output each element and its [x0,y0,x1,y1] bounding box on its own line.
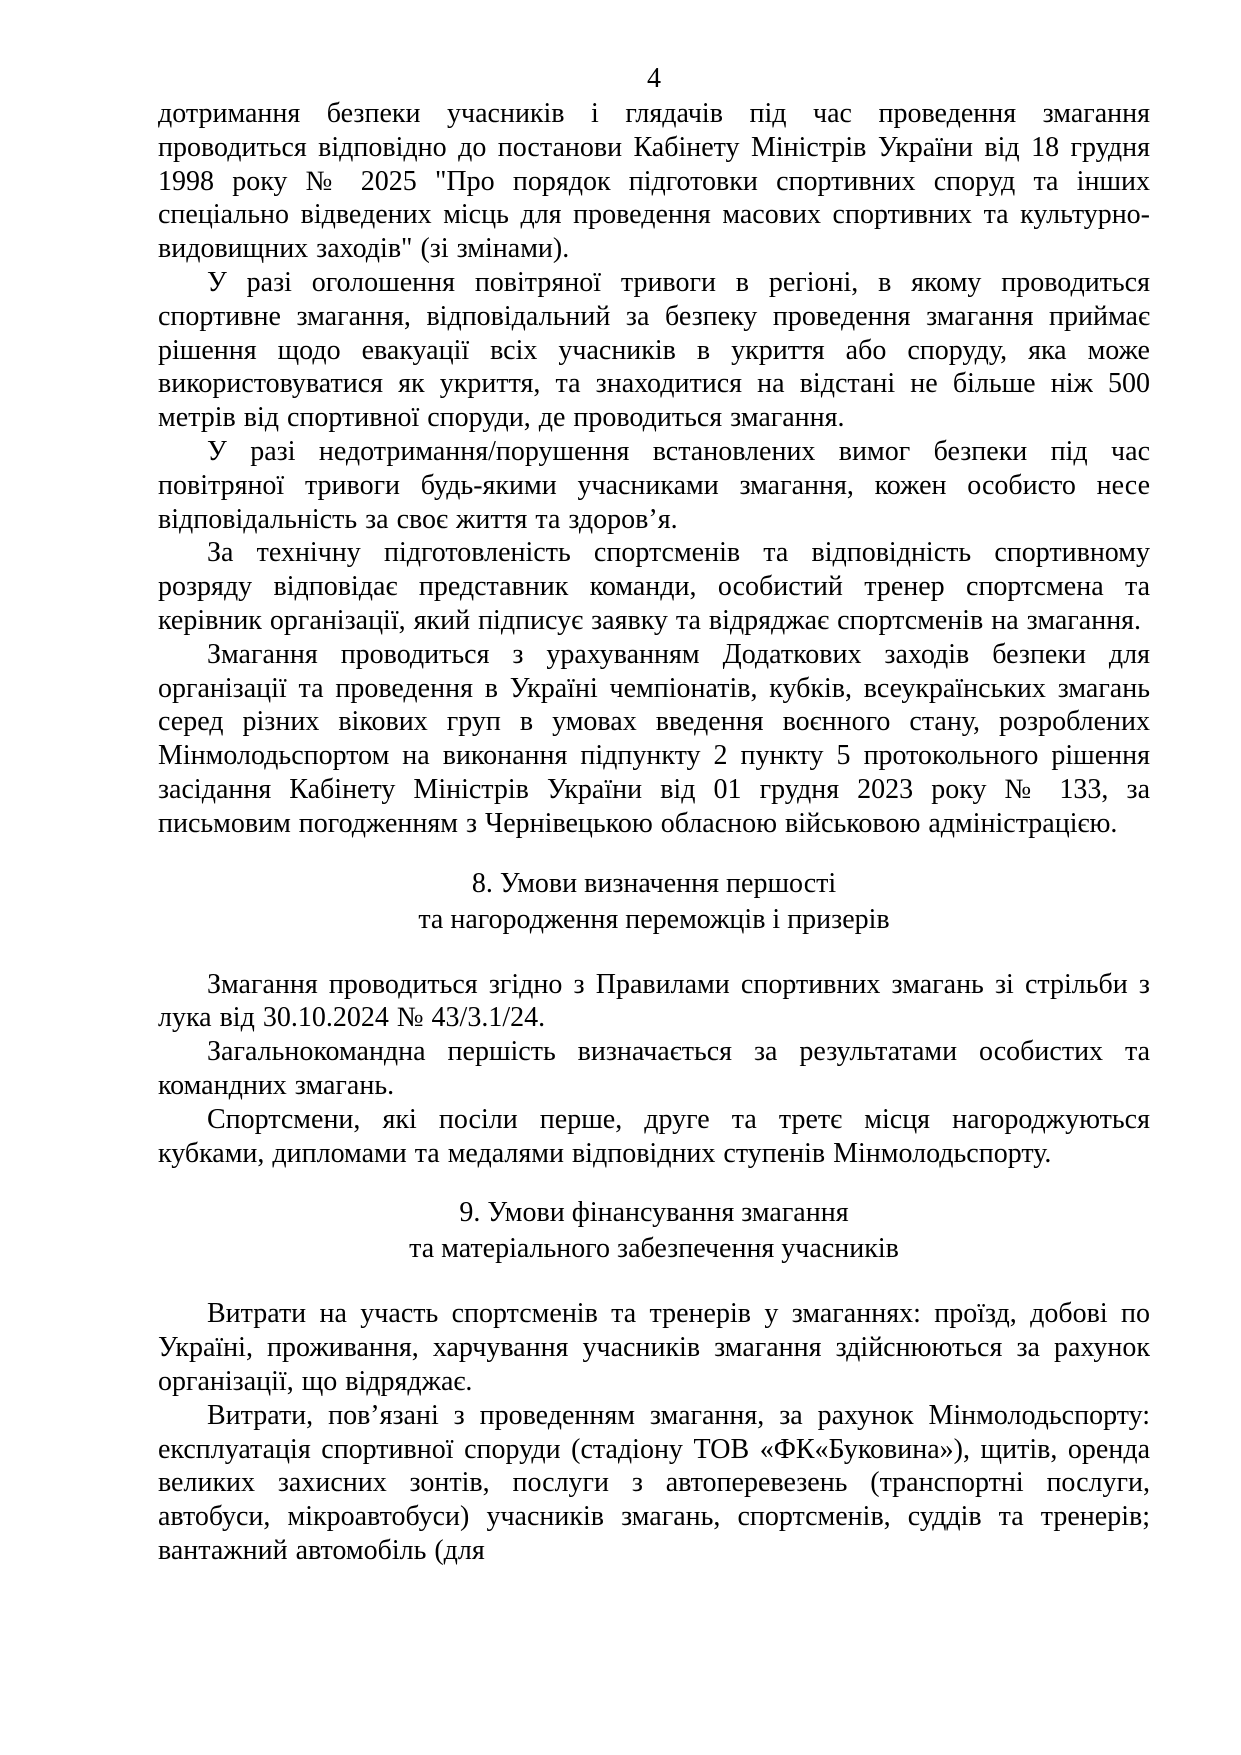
heading-line: та матеріального забезпечення учасників [409,1233,899,1265]
body-paragraph: Змагання проводиться згідно з Правилами спортивних змагань зі стрільби з лука від 30.10.2024 № 43/3.1/24. [158,968,1150,1034]
document-content [158,97,1150,1568]
body-paragraph: Спортсмени, які посіли перше, друге та третє місця нагороджуються кубками, дипломами та медалями відповідних ступенів Мінмолодьспорту. [158,1103,1150,1169]
heading-line: та нагородження переможців і призерів [418,903,890,935]
section-heading [158,866,1150,938]
page-number: 4 [647,63,661,94]
section-heading [158,1195,1150,1267]
body-paragraph: У разі оголошення повітряної тривоги в регіоні, в якому проводиться спортивне змагання, відповідальний за безпеку проведення змагання приймає рішення щодо евакуації всіх учасників в укриття або споруду, яка може використовуватися як укриття, та знаходитися на відстані не більше ніж 500 метрів від спортивної споруди, де проводиться змагання. [158,266,1150,434]
body-paragraph: За технічну підготовленість спортсменів та відповідність спортивному розряду відповідає представник команди, особистий тренер спортсмена та керівник організації, який підписує заявку та відряджає спортсменів на змагання. [158,537,1150,636]
heading-line: 8. Умови визначення першості [471,867,837,899]
body-paragraph: Змагання проводиться з урахуванням Додаткових заходів безпеки для організації та проведення в Україні чемпіонатів, кубків, всеукраїнських змагань серед різних вікових груп в умовах введення воєнного стану, розроблених Мінмолодьспортом на виконання підпункту 2 пункту 5 протокольного рішення засідання Кабінету Міністрів України від 01 грудня 2023 року № 133, за письмовим погодженням з Чернівецькою обласною військовою адміністрацією. [158,638,1150,839]
heading-line: 9. Умови фінансування змагання [459,1197,849,1229]
body-paragraph: Витрати на участь спортсменів та тренерів у змаганнях: проїзд, добові по Україні, проживання, харчування учасників змагання здійснюються за рахунок організації, що відряджає. [158,1298,1150,1397]
body-paragraph: Витрати, пов’язані з проведенням змагання, за рахунок Мінмолодьспорту: експлуатація спортивної споруди (стадіону ТОВ «ФК«Буковина»), щитів, оренда великих захисних зонтів, послуги з автоперевезень (транспортні послуги, автобуси, мікроавтобуси) учасників змагань, спортсменів, суддів та тренерів; вантажний автомобіль (для [158,1399,1150,1566]
body-paragraph: Загальнокомандна першість визначається за результатами особистих та командних змагань. [158,1036,1150,1101]
body-paragraph: У разі недотримання/порушення встановлених вимог безпеки під час повітряної тривоги будь-якими учасниками змагання, кожен особисто несе відповідальність за своє життя та здоров’я. [158,435,1150,535]
body-paragraph: дотримання безпеки учасників і глядачів під час проведення змагання проводиться відповідно до постанови Кабінету Міністрів України від 18 грудня 1998 року № 2025 "Про порядок підготовки спортивних споруд та інших спеціально відведених місць для проведення масових спортивних та культурно-видовищних заходів" (зі змінами). [158,98,1150,265]
